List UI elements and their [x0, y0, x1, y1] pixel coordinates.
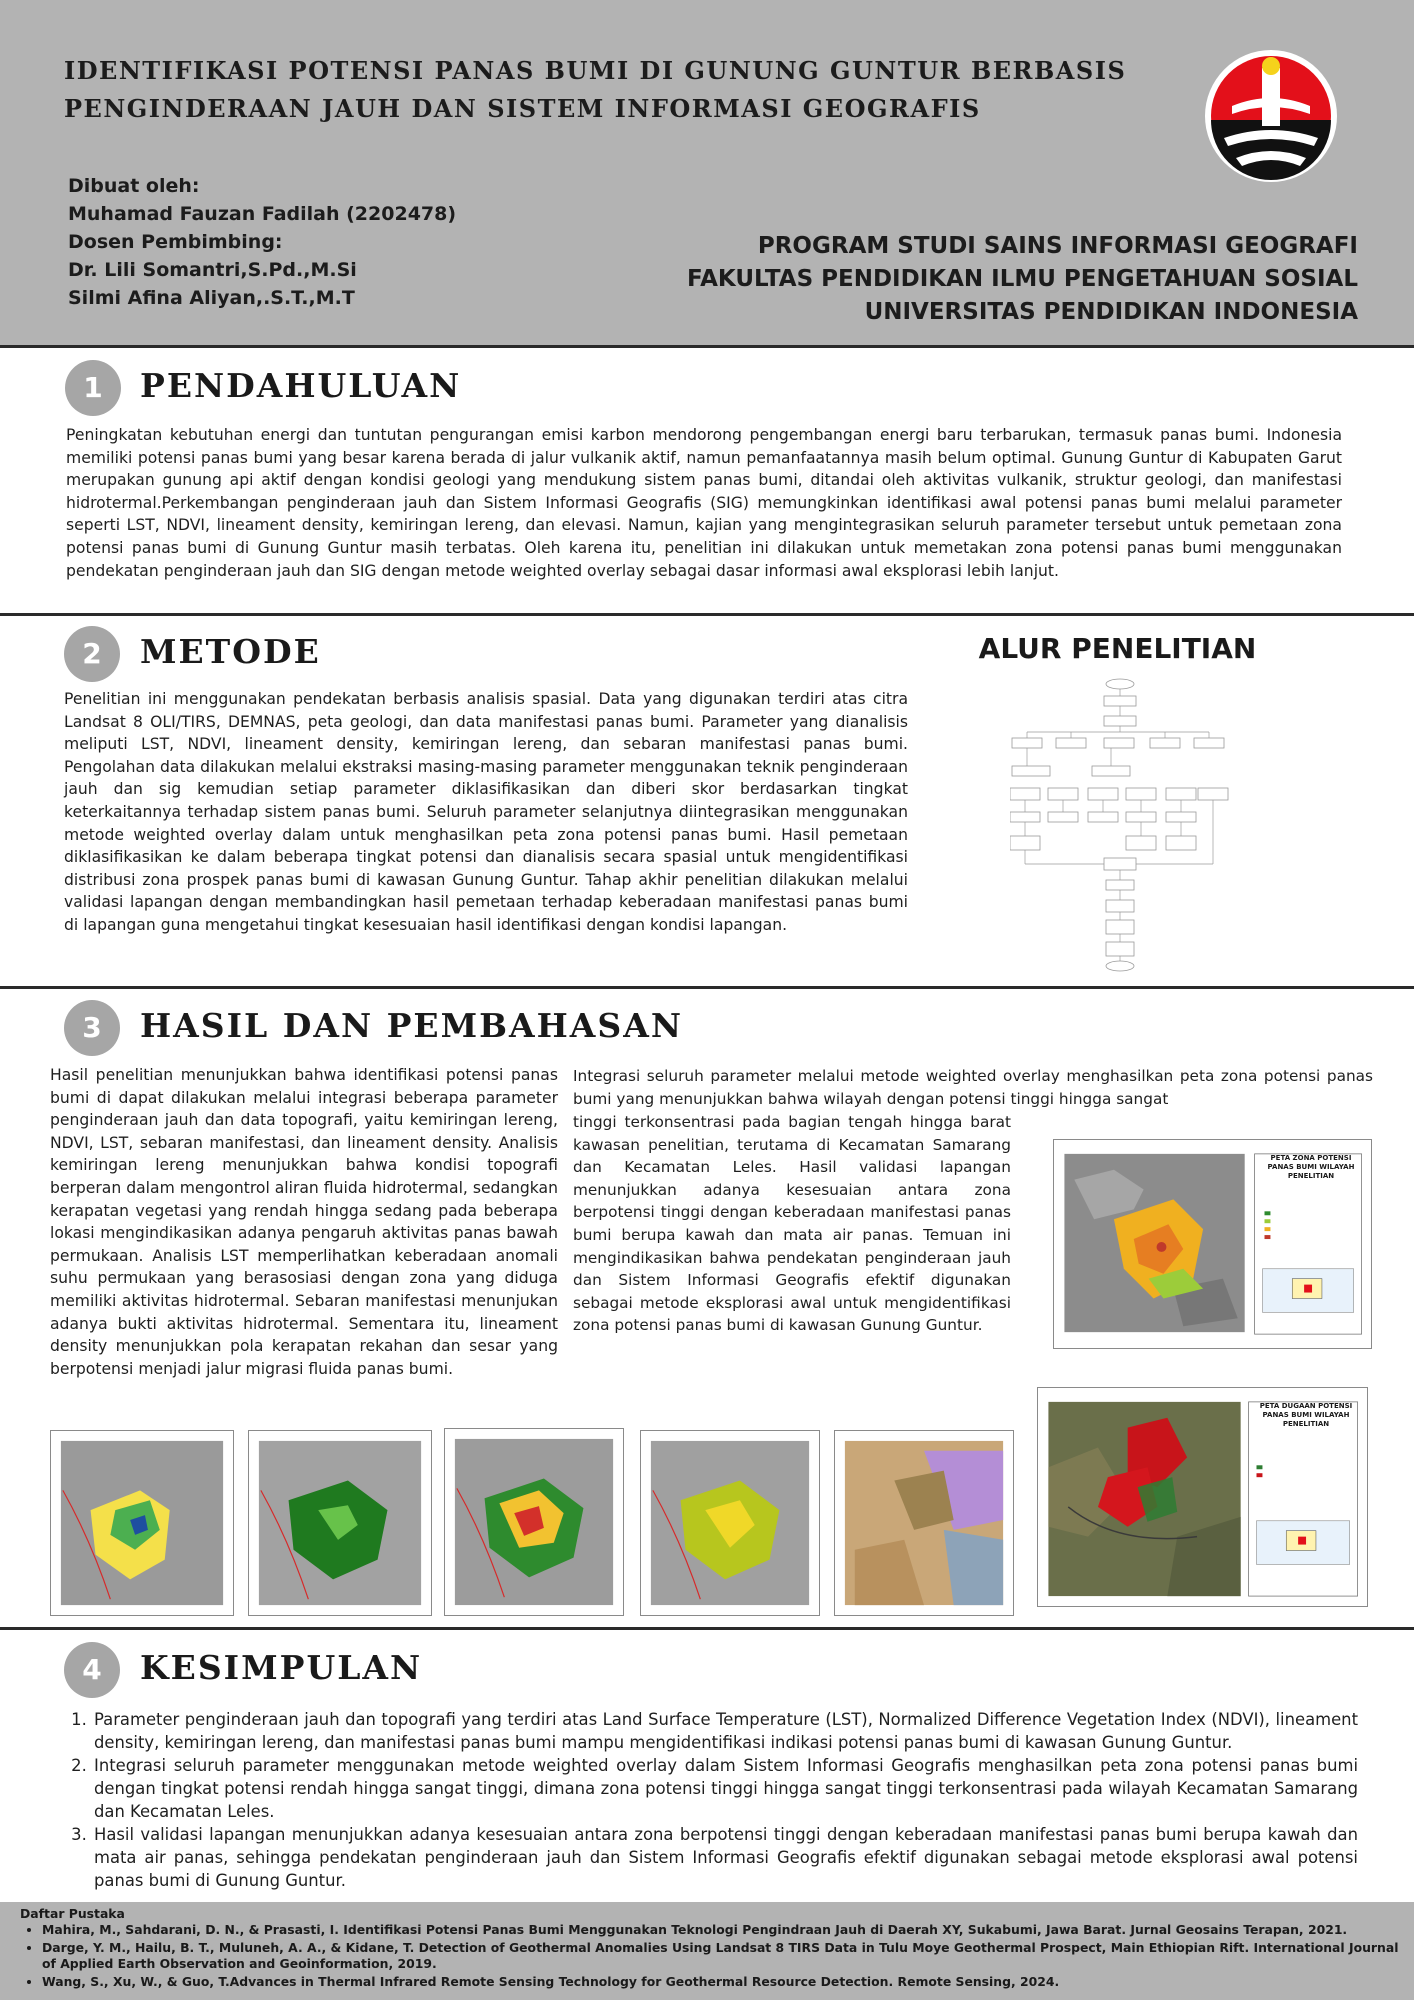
section-title-kesimpulan: KESIMPULAN — [140, 1648, 423, 1687]
map-lst — [444, 1428, 624, 1616]
university-logo — [1202, 40, 1340, 192]
map-dugaan-potensi — [1037, 1387, 1368, 1607]
conclusion-item: 2. Integrasi seluruh parameter menggunakan metode weighted overlay dalam Sistem Informasi Geografis menghasilkan peta zona potensi panas bumi dengan tingkat potensi rendah hingga sangat tinggi, dimana zona potensi tinggi hingga sangat tinggi terkonsentrasi pada wilayah Kecamatan Samarang dan Kecamatan Leles. — [92, 1754, 1358, 1823]
divider — [0, 986, 1414, 989]
divider — [0, 1627, 1414, 1630]
conclusion-item: 1. Parameter penginderaan jauh dan topografi yang terdiri atas Land Surface Temperature (LST), Normalized Difference Vegetation Index (NDVI), lineament density, kemiringan lereng, dan manifestasi panas bumi mampu mengidentifikasi indikasi potensi panas bumi di kawasan Gunung Guntur. — [92, 1708, 1358, 1754]
institution-block — [687, 230, 1358, 329]
map-geologi — [834, 1430, 1014, 1616]
map-ndvi — [248, 1430, 432, 1616]
poster-header — [0, 0, 1414, 345]
hasil-right-text-intro: Integrasi seluruh parameter melalui metode weighted overlay menghasilkan peta zona potensi panas bumi yang menunjukkan bahwa wilayah dengan potensi tinggi hingga sangat — [573, 1067, 1373, 1108]
section-title-hasil: HASIL DAN PEMBAHASAN — [140, 1006, 683, 1045]
institution-line: PROGRAM STUDI SAINS INFORMASI GEOGRAFI — [757, 233, 1358, 259]
research-flowchart — [1010, 676, 1230, 972]
institution-line: UNIVERSITAS PENDIDIKAN INDONESIA — [864, 299, 1358, 325]
author-line: Silmi Afina Aliyan,.S.T.,M.T — [68, 287, 355, 309]
metode-text: Penelitian ini menggunakan pendekatan berbasis analisis spasial. Data yang digunakan terdiri atas citra Landsat 8 OLI/TIRS, DEMNAS, peta geologi, dan data manifestasi panas bumi. Parameter yang dianalisis meliputi LST, NDVI, lineament density, kemiringan lereng, dan sebaran manifestasi panas bumi. Pengolahan data dilakukan melalui ekstraksi masing-masing parameter menggunakan teknik penginderaan jauh dan sig kemudian setiap parameter diklasifikasikan dan diberi skor berdasarkan tingkat keterkaitannya terhadap sistem panas bumi. Seluruh parameter selanjutnya diintegrasikan menggunakan metode weighted overlay dalam untuk menghasilkan peta zona potensi panas bumi. Hasil pemetaan diklasifikasikan ke dalam beberapa tingkat potensi dan dianalisis secara spasial untuk mengidentifikasi distribusi zona prospek panas bumi di kawasan Gunung Guntur. Tahap akhir penelitian dilakukan melalui validasi lapangan dengan membandingkan hasil pemetaan terhadap keberadaan manifestasi panas bumi di lapangan guna mengetahui tingkat kesesuaian hasil identifikasi dengan kondisi lapangan. — [64, 690, 908, 934]
hasil-left-text: Hasil penelitian menunjukkan bahwa identifikasi potensi panas bumi di dapat dilakukan melalui integrasi beberapa parameter penginderaan jauh dan data topografi, yaitu kemiringan lereng, NDVI, LST, sebaran manifestasi, dan lineament density. Analisis kemiringan lereng menunjukkan bahwa kondisi topografi berperan dalam mengontrol aliran fluida hidrotermal, sedangkan kerapatan vegetasi yang rendah hingga sedang pada beberapa lokasi mengindikasikan adanya pengaruh aktivitas panas bawah permukaan. Analisis LST memperlihatkan keberadaan anomali suhu permukaan yang berasosiasi dengan zona yang diduga memiliki aktivitas hidrotermal. Sebaran manifestasi menunjukan adanya bukti aktivitas hidrotermal. Sementara itu, lineament density menunjukkan pola kerapatan rekahan dan sesar yang berpotensi menjadi jalur migrasi fluida panas bumi. — [50, 1066, 558, 1378]
conclusion-item: 3. Hasil validasi lapangan menunjukkan adanya kesesuaian antara zona berpotensi tinggi dengan keberadaan manifestasi panas bumi berupa kawah dan mata air panas, sehingga pendekatan penginderaan jauh dan Sistem Informasi Geografis efektif digunakan sebagai metode eksplorasi awal potensi panas bumi di Gunung Guntur. — [92, 1823, 1358, 1892]
institution-line: FAKULTAS PENDIDIKAN ILMU PENGETAHUAN SOSIAL — [687, 266, 1358, 292]
references-block — [0, 1902, 1414, 2000]
references-list — [42, 1922, 1400, 1990]
pendahuluan-text: Peningkatan kebutuhan energi dan tuntutan pengurangan emisi karbon mendorong pengembangan energi baru terbarukan, termasuk panas bumi. Indonesia memiliki potensi panas bumi yang besar karena berada di jalur vulkanik aktif, namun pemanfaatannya masih belum optimal. Gunung Guntur di Kabupaten Garut merupakan gunung api aktif dengan kondisi geologi yang mendukung sistem panas bumi, ditandai oleh aktivitas vulkanik, struktur geologi, dan manifestasi hidrotermal.Perkembangan penginderaan jauh dan Sistem Informasi Geografis (SIG) memungkinkan identifikasi awal potensi panas bumi melalui parameter seperti LST, NDVI, lineament density, kemiringan lereng, dan elevasi. Namun, kajian yang mengintegrasikan seluruh parameter tersebut untuk pemetaan zona potensi panas bumi di Gunung Guntur masih terbatas. Oleh karena itu, penelitian ini dilakukan untuk memetakan zona potensi panas bumi menggunakan pendekatan penginderaan jauh dan SIG dengan metode weighted overlay sebagai dasar informasi awal eksplorasi lebih lanjut. — [66, 426, 1342, 580]
section-number-badge: 2 — [64, 626, 120, 682]
divider — [0, 613, 1414, 616]
section-number-badge: 1 — [65, 360, 121, 416]
section-number-badge: 3 — [64, 1000, 120, 1056]
reference-item: • Darge, Y. M., Hailu, B. T., Muluneh, A. A., & Kidane, T. Detection of Geothermal Anomalies Using Landsat 8 TIRS Data in Tulu Moye Geothermal Prospect, Main Ethiopian Rift. International Journal of Applied Earth Observation and Geoinformation, 2019. — [42, 1940, 1400, 1973]
flow-title: ALUR PENELITIAN — [978, 632, 1257, 665]
reference-item: • Wang, S., Xu, W., & Guo, T.Advances in Thermal Infrared Remote Sensing Technology for Geothermal Resource Detection. Remote Sensing, 2024. — [42, 1974, 1400, 1990]
conclusion-list — [70, 1708, 1358, 1892]
section-number-badge: 4 — [64, 1642, 120, 1698]
map-zona-title: PETA ZONA POTENSI PANAS BUMI WILAYAH PENELITIAN — [1267, 1154, 1355, 1180]
poster-title-line-1: IDENTIFIKASI POTENSI PANAS BUMI DI GUNUNG GUNTUR BERBASIS — [64, 56, 1127, 85]
author-line: Dosen Pembimbing: — [68, 231, 283, 253]
section-title-metode: METODE — [140, 632, 321, 671]
divider — [0, 345, 1414, 348]
author-line: Dr. Lili Somantri,S.Pd.,M.Si — [68, 259, 357, 281]
section-title-pendahuluan: PENDAHULUAN — [140, 366, 462, 405]
author-line: Muhamad Fauzan Fadilah (2202478) — [68, 203, 457, 225]
author-block — [68, 172, 456, 312]
author-line: Dibuat oleh: — [68, 175, 200, 197]
map-kemiringan-lereng — [50, 1430, 234, 1616]
reference-item: • Mahira, M., Sahdarani, D. N., & Prasasti, I. Identifikasi Potensi Panas Bumi Menggunakan Teknologi Pengindraan Jauh di Daerah XY, Sukabumi, Jawa Barat. Jurnal Geosains Terapan, 2021. — [42, 1922, 1400, 1938]
map-dugaan-title: PETA DUGAAN POTENSI PANAS BUMI WILAYAH PENELITIAN — [1259, 1402, 1353, 1428]
map-zona-potensi — [1053, 1139, 1372, 1349]
hasil-right-text: tinggi terkonsentrasi pada bagian tengah hingga barat kawasan penelitian, terutama di Kecamatan Samarang dan Kecamatan Leles. Hasil validasi lapangan menunjukkan adanya kesesuaian antara zona berpotensi tinggi dengan keberadaan manifestasi panas bumi berupa kawah dan mata air panas. Temuan ini mengindikasikan bahwa pendekatan penginderaan jauh dan Sistem Informasi Geografis efektif digunakan sebagai metode eksplorasi awal untuk mengidentifikasi zona potensi panas bumi di kawasan Gunung Guntur. — [573, 1113, 1011, 1335]
references-heading: Daftar Pustaka — [20, 1906, 125, 1921]
map-lineament-density — [640, 1430, 820, 1616]
poster-title — [64, 52, 1164, 128]
poster-title-line-2: PENGINDERAAN JAUH DAN SISTEM INFORMASI GEOGRAFIS — [64, 94, 981, 123]
